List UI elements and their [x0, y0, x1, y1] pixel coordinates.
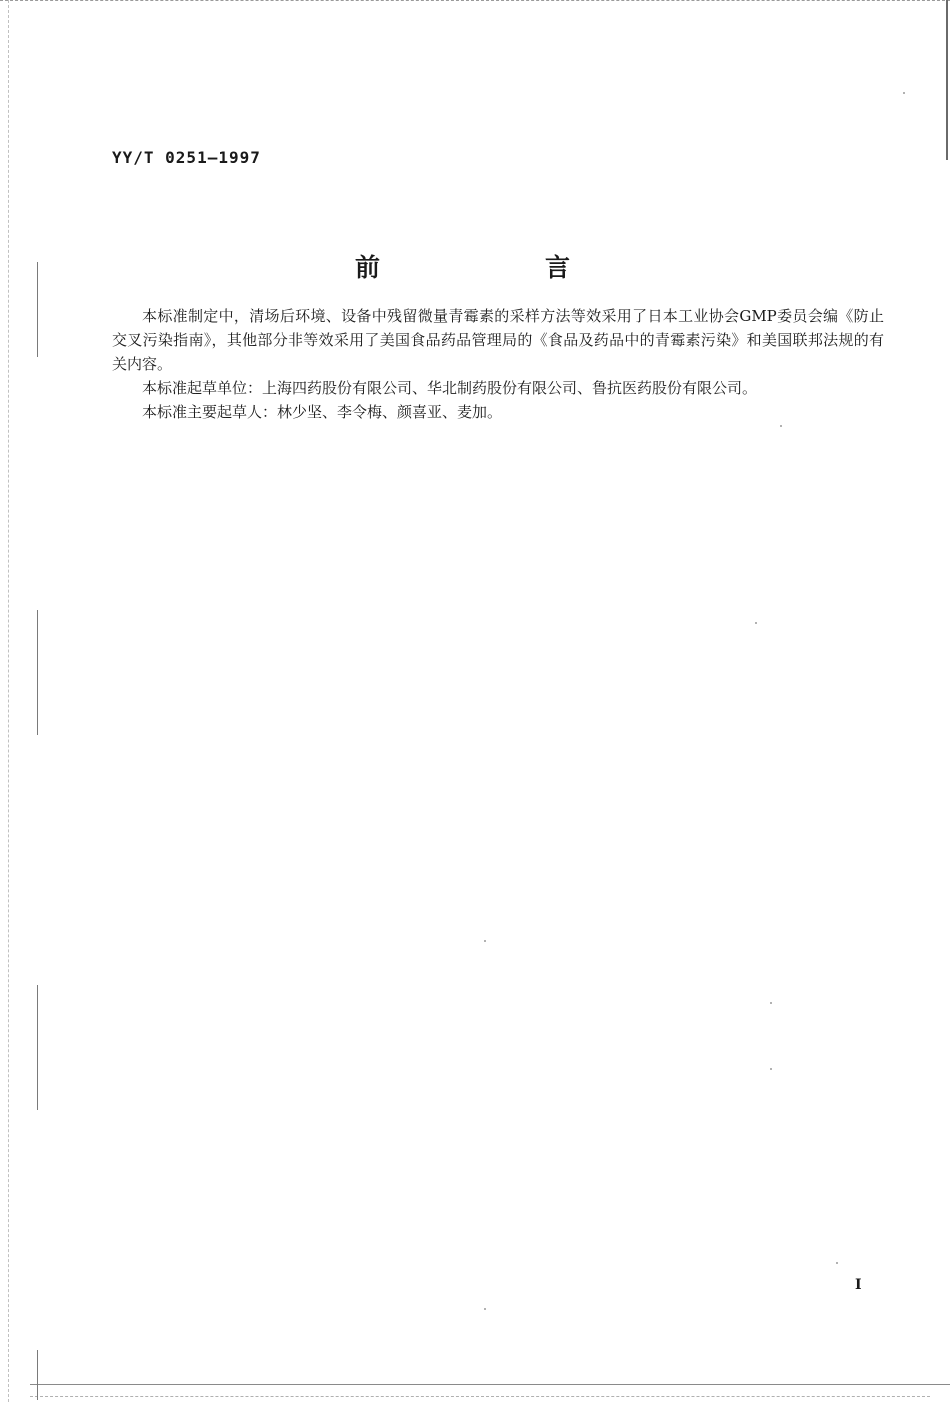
- scan-speck: [836, 1262, 838, 1264]
- paragraph: 本标准主要起草人：林少坚、李令梅、颜喜亚、麦加。: [142, 403, 503, 421]
- scan-border-bottom-dashed: [30, 1396, 930, 1397]
- scan-border-right: [946, 0, 948, 160]
- foreword-body: [112, 304, 884, 424]
- standard-code: YY/T 0251—1997: [112, 148, 261, 167]
- scan-speck: [755, 622, 757, 624]
- paragraph: 本标准起草单位：上海四药股份有限公司、华北制药股份有限公司、鲁抗医药股份有限公司。: [142, 379, 758, 397]
- scan-speck: [903, 92, 905, 94]
- scan-border-bottom: [30, 1384, 950, 1385]
- scan-border-left: [8, 0, 9, 1402]
- scan-speck: [780, 425, 782, 427]
- scan-mark: [37, 1350, 38, 1400]
- scan-speck: [484, 1308, 486, 1310]
- scan-mark: [37, 610, 38, 735]
- scan-speck: [484, 940, 486, 942]
- paragraph: 本标准制定中，清场后环境、设备中残留微量青霉素的采样方法等效采用了日本工业协会GMP委员会编《防止交叉污染指南》，其他部分非等效采用了美国食品药品管理局的《食品及药品中的青霉素污染》和美国联邦法规的有关内容。: [112, 307, 884, 373]
- scan-speck: [770, 1068, 772, 1070]
- scan-border-top: [0, 0, 950, 1]
- section-title: 前 言: [354, 253, 640, 282]
- scan-mark: [37, 985, 38, 1110]
- page-number: I: [855, 1277, 862, 1293]
- scan-speck: [770, 1002, 772, 1004]
